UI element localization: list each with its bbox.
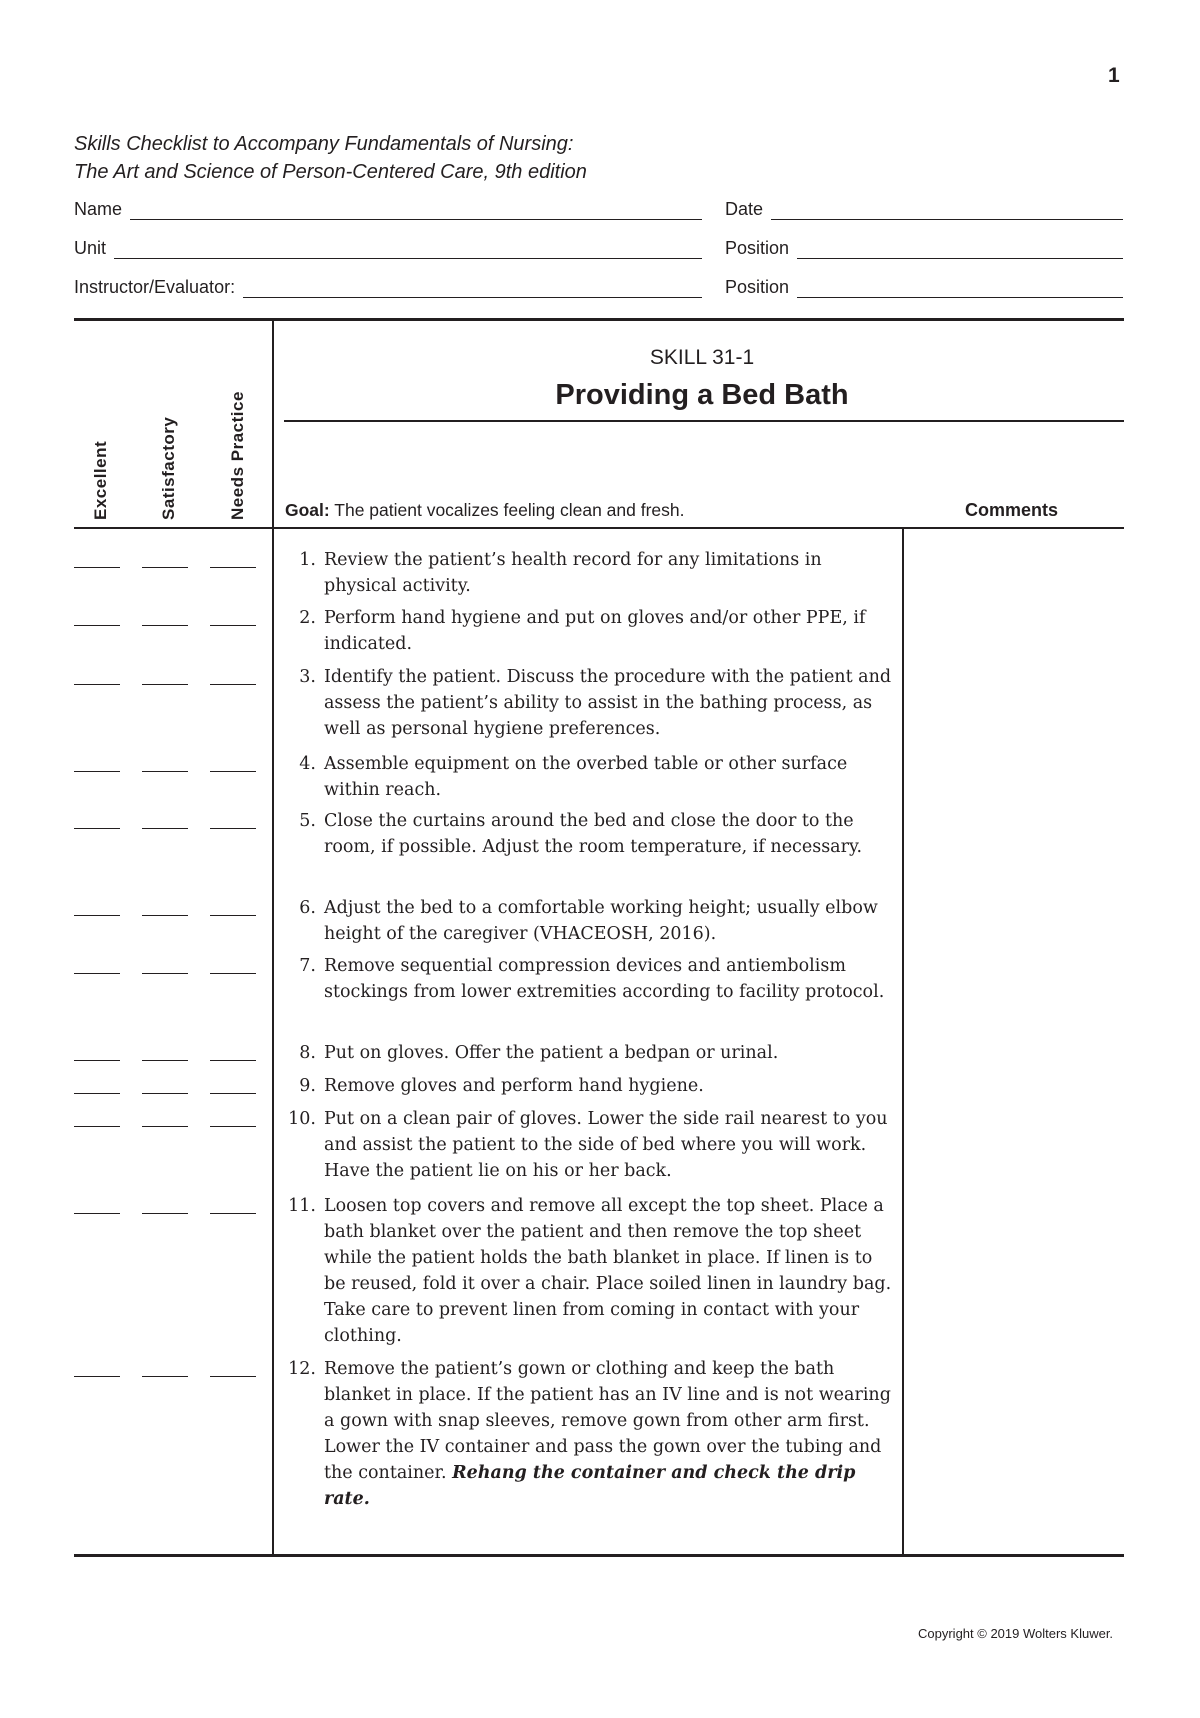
step-number: 6.: [299, 898, 316, 918]
step-text-body: Adjust the bed to a comfortable working height; usually elbow height of the caregiver (VHACEOSH, 2016).: [324, 898, 878, 944]
step-number: 9.: [299, 1076, 316, 1096]
step-number: 4.: [299, 754, 316, 774]
rating-blank-needs-practice[interactable]: [210, 771, 256, 772]
step-number: 11.: [288, 1196, 316, 1216]
rating-blank-excellent[interactable]: [74, 1213, 120, 1214]
step-text: [324, 1040, 894, 1066]
rating-blank-needs-practice[interactable]: [210, 1376, 256, 1377]
rating-blank-satisfactory[interactable]: [142, 915, 188, 916]
rating-blank-excellent[interactable]: [74, 567, 120, 568]
unit-line[interactable]: [114, 241, 702, 259]
rating-blank-needs-practice[interactable]: [210, 1126, 256, 1127]
rating-blank-satisfactory[interactable]: [142, 625, 188, 626]
position-line-2[interactable]: [797, 280, 1123, 298]
rating-blank-needs-practice[interactable]: [210, 1213, 256, 1214]
instructor-field[interactable]: [74, 274, 702, 298]
step-text-body: Put on a clean pair of gloves. Lower the side rail nearest to you and assist the patient to the side of bed where you will work. Have the patient lie on his or her back.: [324, 1109, 888, 1181]
step-text: [324, 808, 894, 860]
rating-blank-satisfactory[interactable]: [142, 1060, 188, 1061]
rating-blank-satisfactory[interactable]: [142, 684, 188, 685]
name-line[interactable]: [130, 202, 702, 220]
step-text: [324, 1193, 894, 1349]
rating-blank-needs-practice[interactable]: [210, 1060, 256, 1061]
name-field[interactable]: [74, 196, 702, 220]
rating-blank-excellent[interactable]: [74, 1093, 120, 1094]
rating-blank-satisfactory[interactable]: [142, 1376, 188, 1377]
step-text: [324, 547, 894, 599]
rating-blank-satisfactory[interactable]: [142, 771, 188, 772]
step-text: [324, 1073, 894, 1099]
step-text: [324, 1106, 894, 1184]
rating-blank-needs-practice[interactable]: [210, 684, 256, 685]
rating-header-excellent: Excellent: [91, 440, 110, 520]
position-label-1: Position: [725, 238, 790, 258]
comments-divider: [902, 529, 904, 1554]
table-top-rule: [74, 318, 1124, 321]
unit-field[interactable]: [74, 235, 702, 259]
header-bottom-rule: [74, 527, 1124, 529]
step-text: [324, 751, 894, 803]
rating-blank-satisfactory[interactable]: [142, 973, 188, 974]
rating-blank-excellent[interactable]: [74, 684, 120, 685]
rating-blank-needs-practice[interactable]: [210, 915, 256, 916]
position-label-2: Position: [725, 277, 790, 297]
date-line[interactable]: [771, 202, 1123, 220]
rating-blank-needs-practice[interactable]: [210, 567, 256, 568]
rating-blank-excellent[interactable]: [74, 1376, 120, 1377]
name-label: Name: [74, 199, 123, 219]
step-text: [324, 605, 894, 657]
step-text: [324, 895, 894, 947]
position-field-2[interactable]: [725, 274, 1123, 298]
goal: [285, 500, 685, 521]
step-number: 10.: [288, 1109, 316, 1129]
date-label: Date: [725, 199, 764, 219]
rating-blank-satisfactory[interactable]: [142, 1126, 188, 1127]
book-title-line-1: Skills Checklist to Accompany Fundamentals of Nursing:: [74, 133, 574, 155]
goal-label: Goal:: [285, 500, 330, 520]
rating-blank-excellent[interactable]: [74, 625, 120, 626]
rating-blank-excellent[interactable]: [74, 973, 120, 974]
step-text: [324, 1356, 894, 1512]
instructor-line[interactable]: [243, 280, 702, 298]
step-number: 2.: [299, 608, 316, 628]
rating-blank-satisfactory[interactable]: [142, 1213, 188, 1214]
step-text-body: Close the curtains around the bed and close the door to the room, if possible. Adjust the room temperature, if necessary.: [324, 811, 863, 857]
position-line-1[interactable]: [797, 241, 1123, 259]
rating-blank-satisfactory[interactable]: [142, 567, 188, 568]
goal-text: The patient vocalizes feeling clean and fresh.: [329, 500, 685, 520]
comments-header: Comments: [965, 500, 1059, 520]
step-text-body: Identify the patient. Discuss the procedure with the patient and assess the patient’s ability to assist in the bathing process, as well as personal hygiene preferences.: [324, 667, 892, 739]
position-field-1[interactable]: [725, 235, 1123, 259]
step-text-body: Remove the patient’s gown or clothing and keep the bath blanket in place. If the patient has an IV line and is not wearing a gown with snap sleeves, remove gown from other arm first. Lower the IV container and pass the gown over the tubing and the container.: [324, 1359, 891, 1483]
rating-blank-excellent[interactable]: [74, 1060, 120, 1061]
step-text-body: Loosen top covers and remove all except the top sheet. Place a bath blanket over the patient and then remove the top sheet while the patient holds the bath blanket in place. If linen is to be reused, fold it over a chair. Place soiled linen in laundry bag. Take care to prevent linen from coming in contact with your clothing.: [324, 1196, 892, 1346]
step-number: 8.: [299, 1043, 316, 1063]
rating-blank-excellent[interactable]: [74, 1126, 120, 1127]
step-number: 12.: [288, 1359, 316, 1379]
step-text: [324, 953, 894, 1005]
rating-header-satisfactory: Satisfactory: [159, 416, 178, 520]
ratings-divider: [272, 320, 274, 1554]
rating-blank-needs-practice[interactable]: [210, 1093, 256, 1094]
rating-blank-needs-practice[interactable]: [210, 973, 256, 974]
rating-blank-satisfactory[interactable]: [142, 1093, 188, 1094]
rating-blank-needs-practice[interactable]: [210, 828, 256, 829]
rating-blank-excellent[interactable]: [74, 915, 120, 916]
book-title: [74, 130, 587, 186]
step-text: [324, 664, 894, 742]
skill-title: Providing a Bed Bath: [555, 379, 849, 411]
unit-label: Unit: [74, 238, 107, 258]
instructor-label: Instructor/Evaluator:: [74, 277, 236, 297]
book-title-line-2: The Art and Science of Person-Centered Care, 9th edition: [74, 161, 587, 183]
step-number: 1.: [299, 550, 316, 570]
step-text-body: Remove gloves and perform hand hygiene.: [324, 1076, 704, 1096]
step-text-body: Review the patient’s health record for any limitations in physical activity.: [324, 550, 822, 596]
rating-blank-excellent[interactable]: [74, 828, 120, 829]
step-number: 3.: [299, 667, 316, 687]
skill-number: SKILL 31-1: [649, 346, 755, 369]
table-bottom-rule: [74, 1554, 1124, 1557]
title-underline: [284, 420, 1124, 422]
step-text-body: Remove sequential compression devices and antiembolism stockings from lower extremities according to facility protocol.: [324, 956, 885, 1002]
step-text-body: Perform hand hygiene and put on gloves and/or other PPE, if indicated.: [324, 608, 866, 654]
rating-header-needs-practice: Needs Practice: [228, 391, 247, 520]
rating-blank-satisfactory[interactable]: [142, 828, 188, 829]
step-text-body: Assemble equipment on the overbed table or other surface within reach.: [324, 754, 848, 800]
rating-blank-excellent[interactable]: [74, 771, 120, 772]
page-number: 1: [1108, 64, 1120, 87]
step-number: 7.: [299, 956, 316, 976]
rating-blank-needs-practice[interactable]: [210, 625, 256, 626]
step-text-emphasis: Rehang the container and check the drip rate.: [324, 1463, 856, 1509]
copyright: Copyright © 2019 Wolters Kluwer.: [918, 1626, 1114, 1641]
step-text-body: Put on gloves. Offer the patient a bedpan or urinal.: [324, 1043, 779, 1063]
date-field[interactable]: [725, 196, 1123, 220]
step-number: 5.: [299, 811, 316, 831]
